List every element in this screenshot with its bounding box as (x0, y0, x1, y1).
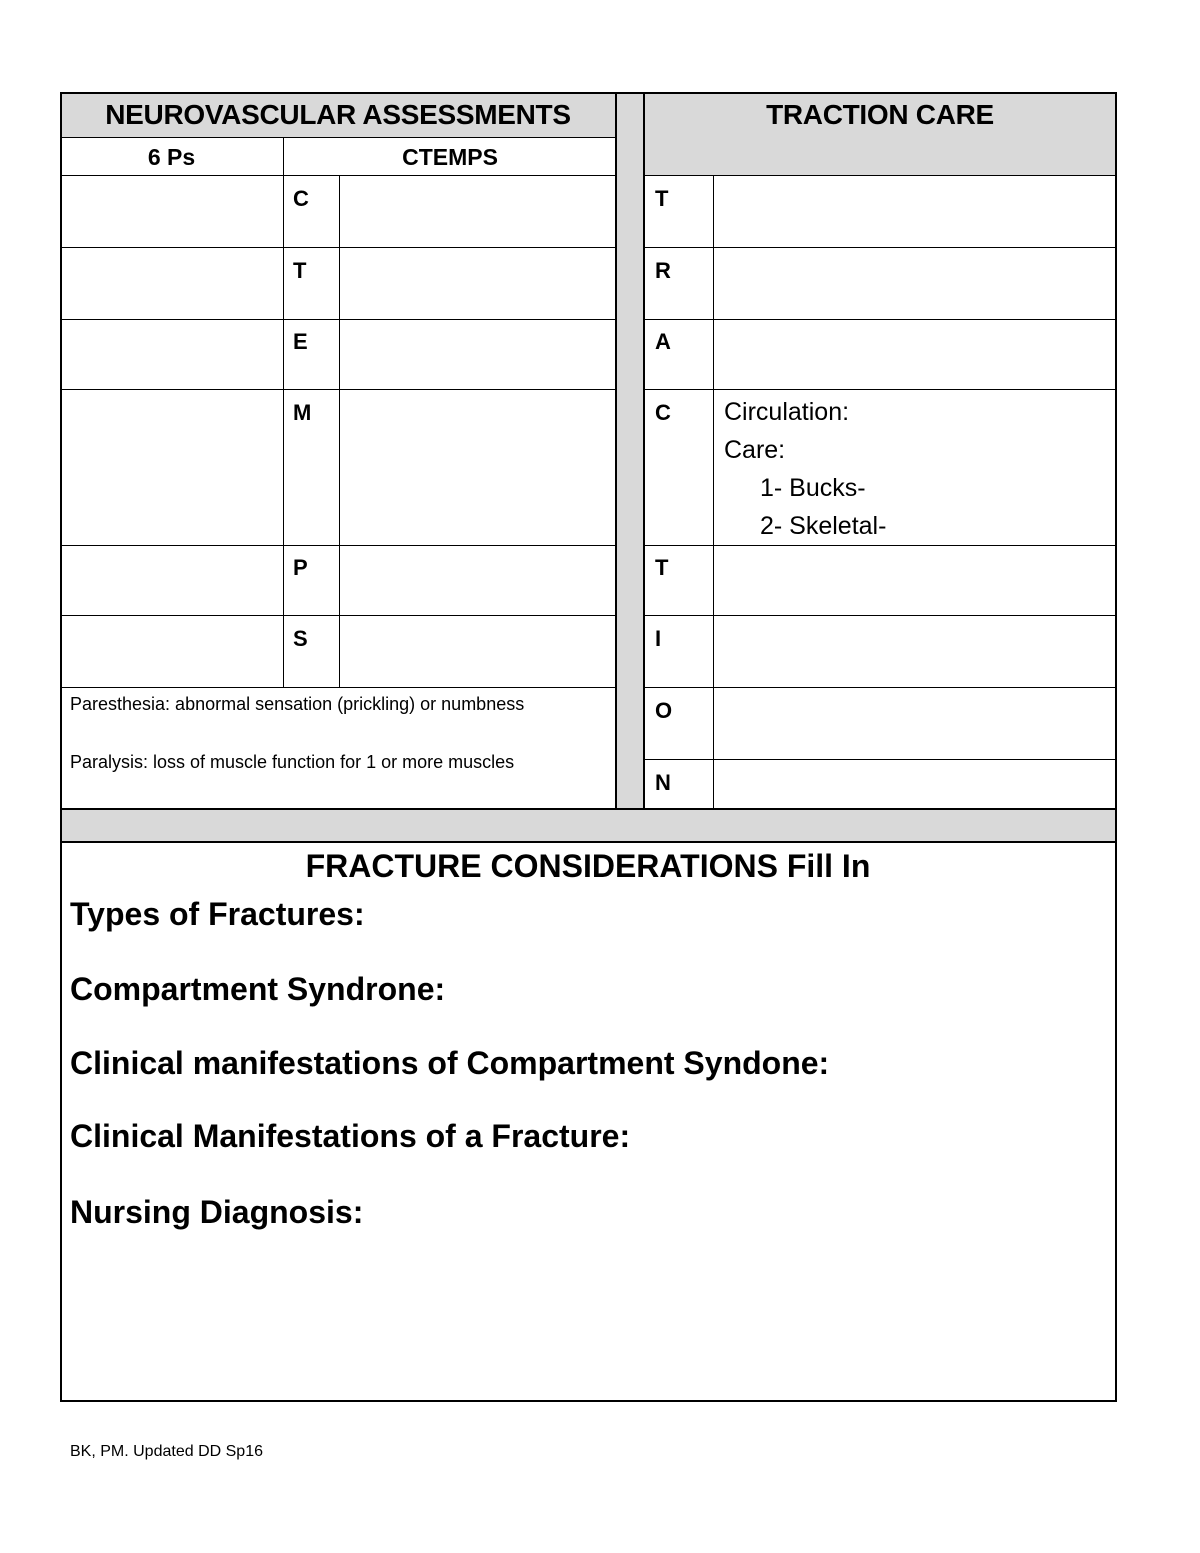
types-of-fractures-label: Types of Fractures: (70, 896, 365, 932)
ctemps-letter-t: T (293, 258, 307, 283)
col-6ps-header: 6 Ps (147, 144, 196, 170)
compartment-syndrome-label: Compartment Syndrone: (70, 971, 446, 1007)
nursing-diagnosis-label: Nursing Diagnosis: (70, 1194, 364, 1230)
cm-compartment-syndrome-label: Clinical manifestations of Compartment Syndone: (70, 1045, 830, 1081)
ctemps-letter-c: C (293, 186, 309, 211)
circulation-label: Circulation: (724, 398, 850, 426)
care-label: Care: (724, 436, 786, 464)
ctemps-letter-s: S (293, 626, 308, 651)
traction-letter-a: A (655, 329, 671, 354)
footer-text: BK, PM. Updated DD Sp16 (70, 1443, 263, 1460)
ctemps-letter-e: E (293, 329, 308, 354)
section-separator (60, 809, 1116, 842)
traction-title: TRACTION CARE (766, 99, 994, 130)
paresthesia-note: Paresthesia: abnormal sensation (prickling) or numbness (70, 694, 525, 714)
col-ctemps-header: CTEMPS (402, 144, 498, 170)
traction-letter-r: R (655, 258, 671, 283)
bucks-item: 1- Bucks- (760, 474, 866, 502)
neuro-title: NEUROVASCULAR ASSESSMENTS (105, 99, 571, 130)
column-gap (616, 93, 644, 809)
traction-letter-i: I (655, 626, 662, 651)
traction-letter-n: N (655, 770, 671, 795)
ctemps-letter-p: P (293, 555, 308, 580)
ctemps-letter-m: M (293, 400, 312, 425)
paralysis-note: Paralysis: loss of muscle function for 1 or more muscles (70, 752, 515, 772)
skeletal-item: 2- Skeletal- (760, 512, 887, 540)
traction-letter-c: C (655, 400, 671, 425)
traction-letter-t: T (655, 186, 669, 211)
traction-letter-o: O (655, 698, 673, 723)
fracture-title: FRACTURE CONSIDERATIONS Fill In (305, 848, 871, 884)
cm-fracture-label: Clinical Manifestations of a Fracture: (70, 1118, 631, 1154)
traction-letter-t2: T (655, 555, 669, 580)
